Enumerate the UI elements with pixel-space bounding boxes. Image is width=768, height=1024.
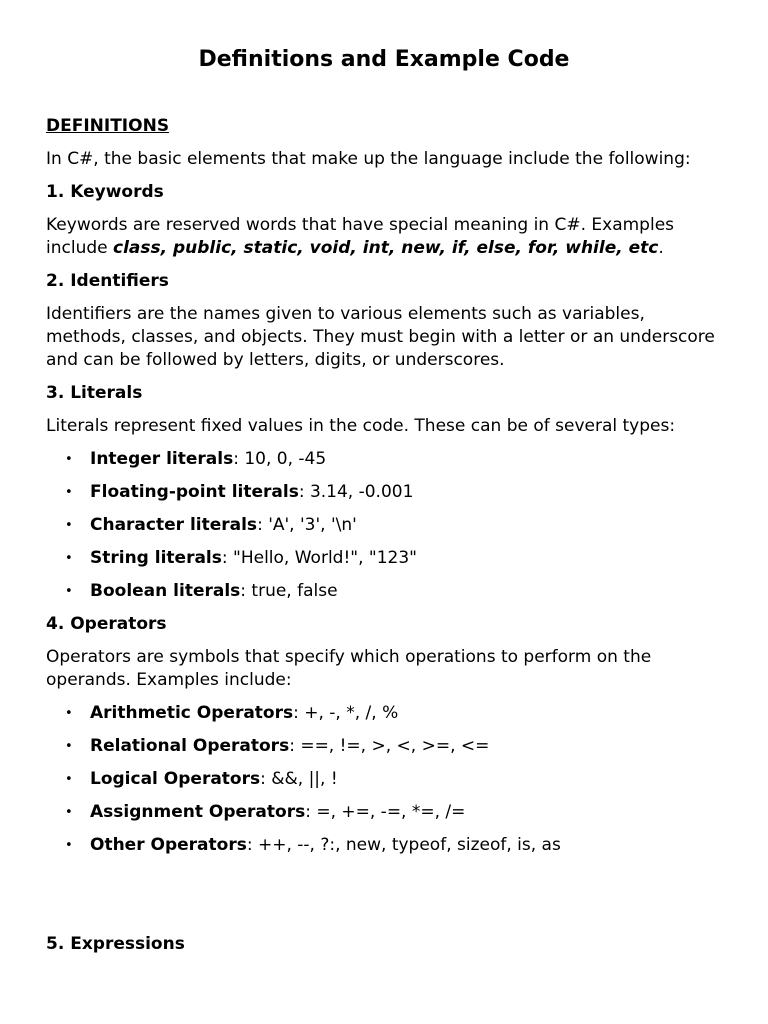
bullet-icon: • [65,838,73,853]
list-item-label: Arithmetic Operators [90,703,294,723]
section-heading-definitions: DEFINITIONS [46,116,170,136]
list-item-value: : true, false [240,581,338,601]
list-item [46,514,722,537]
list-item-label: Boolean literals [90,581,241,601]
list-item [46,547,722,570]
blank-space [46,867,722,933]
list-item-value: : =, +=, -=, *=, /= [305,802,466,822]
bullet-icon: • [65,485,73,500]
list-item-label: Other Operators [90,835,247,855]
bullet-icon: • [65,706,73,721]
identifiers-heading: 2. Identifiers [46,271,169,291]
bullet-icon: • [65,805,73,820]
list-item [46,580,722,603]
operators-list [46,702,722,857]
list-item-label: String literals [90,548,222,568]
list-item-value: : &&, ||, ! [260,769,338,789]
list-item-value: : 10, 0, -45 [233,449,327,469]
list-item [46,481,722,504]
list-item-label: Assignment Operators [90,802,306,822]
keywords-paragraph [46,214,722,260]
list-item-value: : ==, !=, >, <, >=, <= [289,736,490,756]
list-item-label: Integer literals [90,449,234,469]
operators-heading: 4. Operators [46,614,167,634]
bullet-icon: • [65,739,73,754]
bullet-icon: • [65,772,73,787]
list-item-label: Floating-point literals [90,482,299,502]
list-item-value: : 'A', '3', '\n' [257,515,357,535]
literals-list [46,448,722,603]
list-item [46,735,722,758]
bullet-icon: • [65,518,73,533]
list-item [46,448,722,471]
keywords-text: Keywords are reserved words that have special meaning in C#. Examples include [46,215,675,258]
literals-paragraph: Literals represent fixed values in the code. These can be of several types: [46,416,676,436]
list-item-value: : ++, --, ?:, new, typeof, sizeof, is, as [246,835,561,855]
expressions-heading: 5. Expressions [46,934,185,954]
keywords-text-end: . [658,238,664,258]
list-item-value: : "Hello, World!", "123" [221,548,417,568]
list-item [46,834,722,857]
bullet-icon: • [65,584,73,599]
list-item-label: Logical Operators [90,769,261,789]
identifiers-paragraph: Identifiers are the names given to various elements such as variables, methods, classes, and objects. They must begin with a letter or an underscore and can be followed by letters, digits, or underscores. [46,304,715,370]
keywords-examples: class, public, static, void, int, new, if, else, for, while, etc [113,238,659,258]
list-item-value: : +, -, *, /, % [293,703,399,723]
list-item [46,768,722,791]
list-item-label: Relational Operators [90,736,290,756]
bullet-icon: • [65,452,73,467]
intro-paragraph: In C#, the basic elements that make up the language include the following: [46,149,691,169]
list-item-label: Character literals [90,515,258,535]
keywords-heading: 1. Keywords [46,182,164,202]
list-item [46,801,722,824]
operators-paragraph: Operators are symbols that specify which operations to perform on the operands. Examples include: [46,647,652,690]
page-title: Definitions and Example Code [198,47,570,72]
list-item-value: : 3.14, -0.001 [298,482,414,502]
bullet-icon: • [65,551,73,566]
list-item [46,702,722,725]
literals-heading: 3. Literals [46,383,143,403]
